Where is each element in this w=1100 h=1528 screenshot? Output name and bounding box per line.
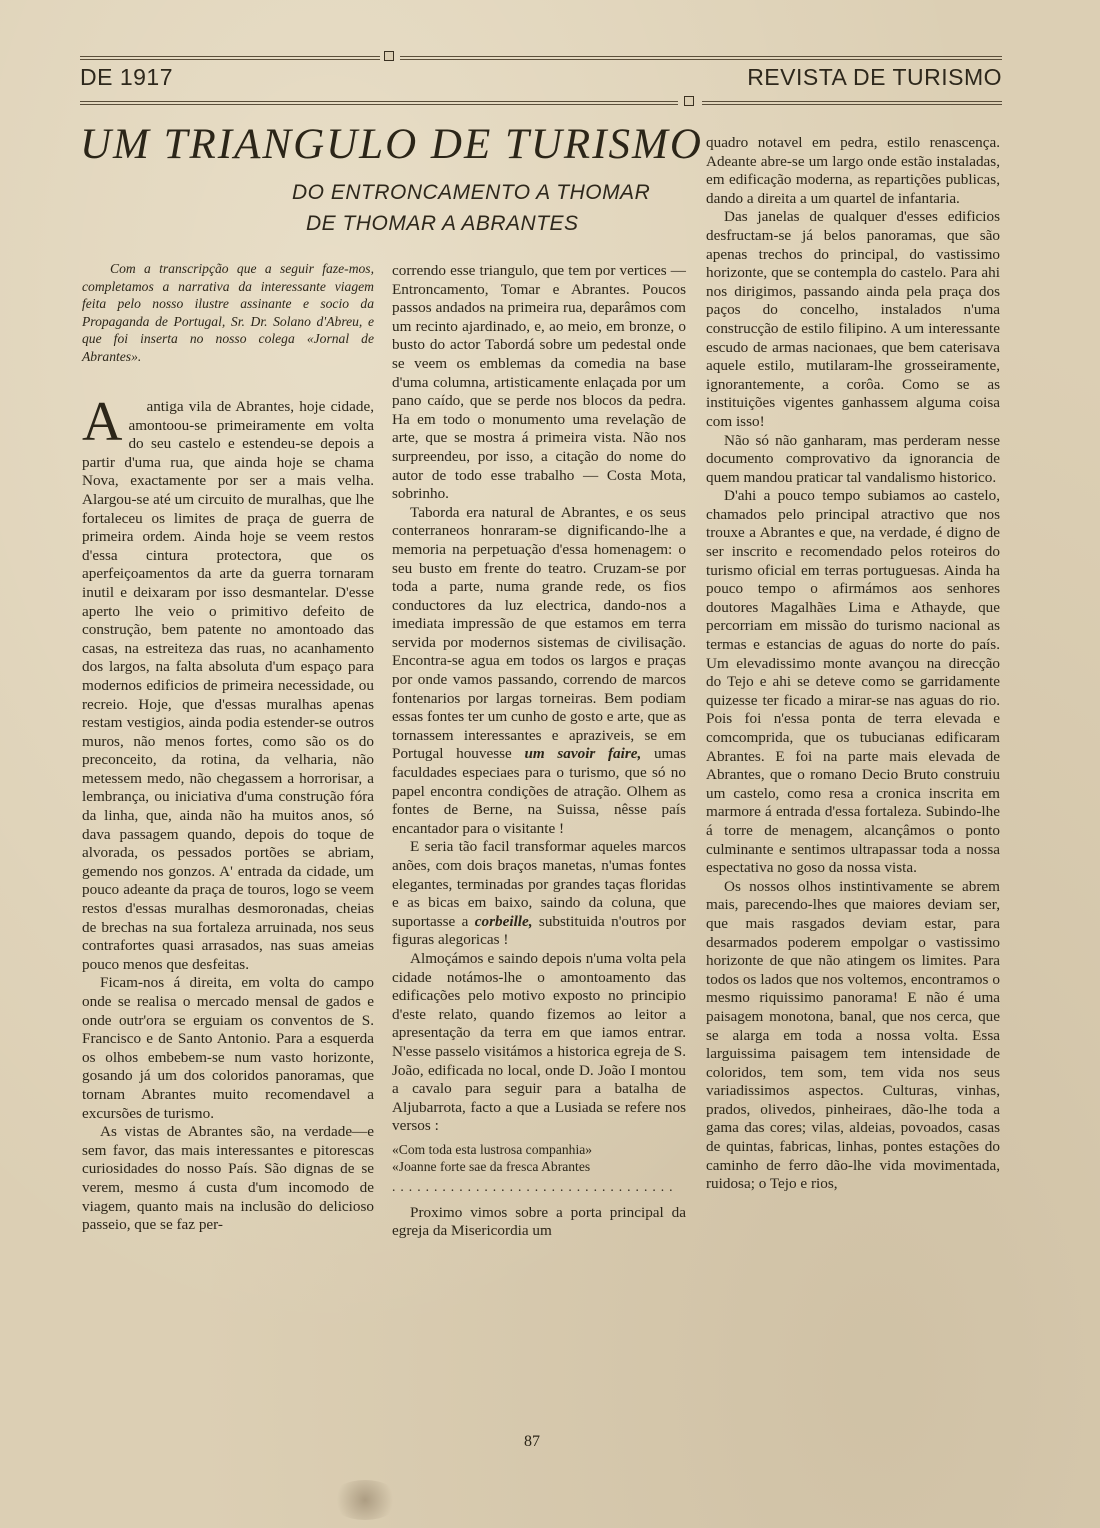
paragraph-2-5: Proximo vimos sobre a porta principal da egreja da Misericordia um xyxy=(392,1203,686,1240)
verse-line-2: «Joanne forte sae da fresca Abrantes xyxy=(392,1158,591,1174)
text-column-3 xyxy=(706,134,1000,1194)
paragraph-3-4: D'ahi a pouco tempo subiamos ao castelo, chamados pelo principal atractivo que nos trouxe a Abrantes e que, na verdade, é digno de ser inscrito e recomendado pelos roteiros do turismo oficial em terras portuguesas. Ainda ha pouco tempo o afirmámos aos senhores doutores Magalhães Lima e Athayde, que percorriam em missão do turismo nacional as termas e estancias de aguas do norte do país. Um elevadissimo monte avançou na direcção do Tejo e ahi se deteve como se garridamente quizesse ter ficado a mirar-se nas aguas do rio. Pois foi n'essa ponta de terra elevada e comcomprida, que os tubucianas edificaram Abrantes. E foi na parte mais elevada de Abrantes, que o romano Decio Bruto construiu um castelo, como resa a cronica inscrita em marmore á entrada d'essa fortaleza. Subindo-lhe á torre de menagem, alcançâmos o ponto culminante e sentimos ultrapassar toda a nossa espectativa no goso da nossa vista. xyxy=(706,487,1000,877)
text-column-2 xyxy=(392,262,686,1241)
ornament-square-header xyxy=(684,96,694,106)
article-subtitle-2: DE THOMAR A ABRANTES xyxy=(306,212,579,235)
page-number: 87 xyxy=(524,1433,540,1450)
paragraph-1-2: Ficam-nos á direita, em volta do campo onde se realisa o mercado mensal de gados e onde outr'ora se erguiam os conventos de S. Francisco e de Santo Antonio. Para a esquerda os olhos embebem-se num vasto horizonte, gosando já um dos coloridos panoramas, que tornam Abrantes muito recomendavel a excursões de turismo. xyxy=(82,974,374,1122)
paragraph-3-5: Os nossos olhos instintivamente se abrem mais, parecendo-lhes que maiores deviam ser, que mais rasgados deviam estar, para desarmados poderem empolgar o vastissimo horizonte de que não atingem os limites. Para todos os lados que nos voltemos, encontramos o mesmo riquissimo panorama! E não é uma paisagem monotona, banal, que nos cerca, que se alarga em toda a nossa volta. Essa larguissima paisagem tem intensidade de coloridos, tem som, tem vida nos seus variadissimos aspectos. Culturas, vinhas, prados, olivedos, pinheiraes, dão-lhe toda a gama das cores; vilas, aldeias, povoados, casas de quintas, fabricas, linhas, pontes estações do caminho de ferro dão-lhe vida movimentada, ruidosa; o Tejo e rios, xyxy=(706,877,1000,1193)
paragraph-3-2: Das janelas de qualquer d'esses edificios desfructam-se já belos panoramas, que são apenas trechos do principal, do vastissimo horizonte, que se contempla do castelo. Para ahi nos dirigimos, passando ainda pela praça dos paços do concelho, instalados n'uma construcção de estilo filipino. A um interessante escudo de armas nacionaes, que bem caterisava aquele estilo, mutilaram-lhe grosseiramente, ignorantemente, a corôa. Como se as instituições vigentes ganhassem alguma coisa com isso! xyxy=(706,208,1000,430)
paragraph-2-4: Almoçámos e saindo depois n'uma volta pela cidade notámos-lhe o amontoamento das edificações pelo motivo exposto no principio d'este relato, quando fizemos ao leitor a apresentação da terra em que iamos entrar. N'esse passelo visitámos a historica egreja de S. João, edificada no local, onde D. João I montou a cavalo para seguir para a batalha de Aljubarrota, facto a que a Lusiada se refere nos versos : xyxy=(392,949,686,1135)
paragraph-2-2-text-b: umas faculdades especiaes para o turismo, que só no papel encontra condições de atração. Olhem as fontes de Berne, na Suissa, nêsse país encantador para o visitante ! xyxy=(392,745,687,837)
paragraph-2-3 xyxy=(392,838,686,950)
paper-stain xyxy=(330,1480,400,1520)
top-rule-right xyxy=(400,56,1002,60)
verse-quote xyxy=(392,1142,686,1196)
article-intro xyxy=(82,260,374,366)
paragraph-1-3: As vistas de Abrantes são, na verdade—e sem favor, das mais interessantes e pitorescas curiosidades do nosso País. São dignas de se verem, mesmo á custa d'um incomodo de viagem, quanto mais na inclusão do delicioso passeio, que se faz per- xyxy=(82,1123,374,1234)
verse-line-1: «Com toda esta lustrosa companhia» xyxy=(392,1141,593,1157)
paragraph-2-2 xyxy=(392,504,686,839)
text-column-1 xyxy=(82,391,374,1235)
top-rule-left xyxy=(80,56,380,60)
paragraph-2-3-text-b: substituida n'outros por figuras alegoricas ! xyxy=(392,912,687,949)
header-rule-left xyxy=(80,101,678,105)
article-subtitle-1: DO ENTRONCAMENTO A THOMAR xyxy=(292,181,651,204)
paragraph-3-3: Não só não ganharam, mas perderam nesse documento comprovativo da ignorancia de quem mandou praticar tal vandalismo historico. xyxy=(706,431,1000,486)
paragraph-3-1: quadro notavel em pedra, estilo renascença. Adeante abre-se um largo onde estão instaladas, em edificação moderna, as repartições publicas, dando a direita a um quartel de infantaria. xyxy=(706,134,1000,207)
article-title: UM TRIANGULO DE TURISMO xyxy=(80,121,703,168)
paragraph-2-2-text: Taborda era natural de Abrantes, e os seus conterraneos honraram-se dignificando-lhe a memoria na perpetuação d'essa homenagem: o seu busto em frente do teatro. Cruzam-se por toda a parte, numa grande rede, os fios conductores da luz electrica, dando-nos a imediata impressão de que estamos em terra servida por modernos sistemas de civilisação. Encontra-se agua em todos os largos e praças por onde vamos passando, correndo de marcos fontenarios por largas torneiras. Bem podiam essas fontes ter um cunho de gosto e arte, que as tornassem interessantes e apraziveis, se em Portugal houvesse xyxy=(392,503,686,763)
emphasis-corbeille: corbeille, xyxy=(474,912,533,930)
verse-ellipsis: .................................. xyxy=(392,1179,678,1195)
paragraph-1-1-text: antiga vila de Abrantes, hoje cidade, amontoou-se primeiramente em volta do seu castelo e estendeu-se depois a partir d'uma rua, que ainda hoje se chama Nova, exactamente por ser a mais velha. Alargou-se até um circuito de muralhas, que lhe fortaleceu os limites de praça de guerra de primeira ordem. Ainda hoje se veem restos d'essa cintura protectora, que os aperfeiçoamentos da arte da guerra tornaram inutil e deixaram por isso desmantelar. D'esse aperto lhe veio o primitivo defeito de construção, bem patente no amontoado das casas, na estreiteza das ruas, no acanhamento dos largos, na falta absoluta d'um espaço para modernos edificios de primeira necessidade, ou recreio. Hoje, que d'essas muralhas apenas restam vestigios, ainda podia estender-se outros muros, não menos fortes, como são os do preconceito, da rotina, da velharia, não metessem medo, não chegassem a horrorisar, a lembrança, ou iniciativa d'uma construção fóra da linha, que, ainda não ha muitos anos, só dava passagem quando, depois do toque de alvorada, os pessados portões se abriam, gemendo nos gonzos. A' entrada da cidade, um pouco adeante da praça de touros, logo se veem restos d'essas muralhas desmoronadas, cheias de brechas na sua fortaleza arruinada, nos seus contrafortes quasi arrasados, nas suas ameias pouco menos que desfeitas. xyxy=(82,398,374,973)
emphasis-savoir-faire: um savoir faire, xyxy=(524,745,642,763)
header-rule-right xyxy=(702,101,1002,105)
paragraph-1-1 xyxy=(82,391,374,974)
paragraph-2-3-text: E seria tão facil transformar aqueles marcos anões, com dois braços manetas, n'umas fontes elegantes, terminadas por grandes taças floridas e as bicas em baixo, saindo da coluna, que suportasse a xyxy=(392,838,686,930)
intro-paragraph: Com a transcripção que a seguir faze-mos, completamos a narrativa da interessante viagem feita pelo nosso ilustre assinante e socio da Propaganda de Portugal, Sr. Dr. Solano d'Abreu, e que foi inserta no nosso colega «Jornal de Abrantes». xyxy=(82,261,374,364)
ornament-square-top xyxy=(384,51,394,61)
paragraph-2-1: correndo esse triangulo, que tem por vertices — Entroncamento, Tomar e Abrantes. Poucos passos andados na primeira rua, deparâmos com um recinto ajardinado, e, ao meio, em bronze, o busto do actor Tabordá sobre um pedestal onde se veem os emblemas da comedia na base d'uma columna, artisticamente enlaçada por um pano caído, que se perde nos blocos da pedra. Ha em todo o monumento uma revelação de arte, que se mostra á primeira vista. Não nos surpreendeu, por isso, a citação do nome do autor de todo esse trabalho — Costa Mota, sobrinho. xyxy=(392,262,686,503)
drop-cap: A xyxy=(82,391,123,453)
header-magazine-title: REVISTA DE TURISMO xyxy=(747,64,1002,90)
header-year: DE 1917 xyxy=(80,64,174,90)
